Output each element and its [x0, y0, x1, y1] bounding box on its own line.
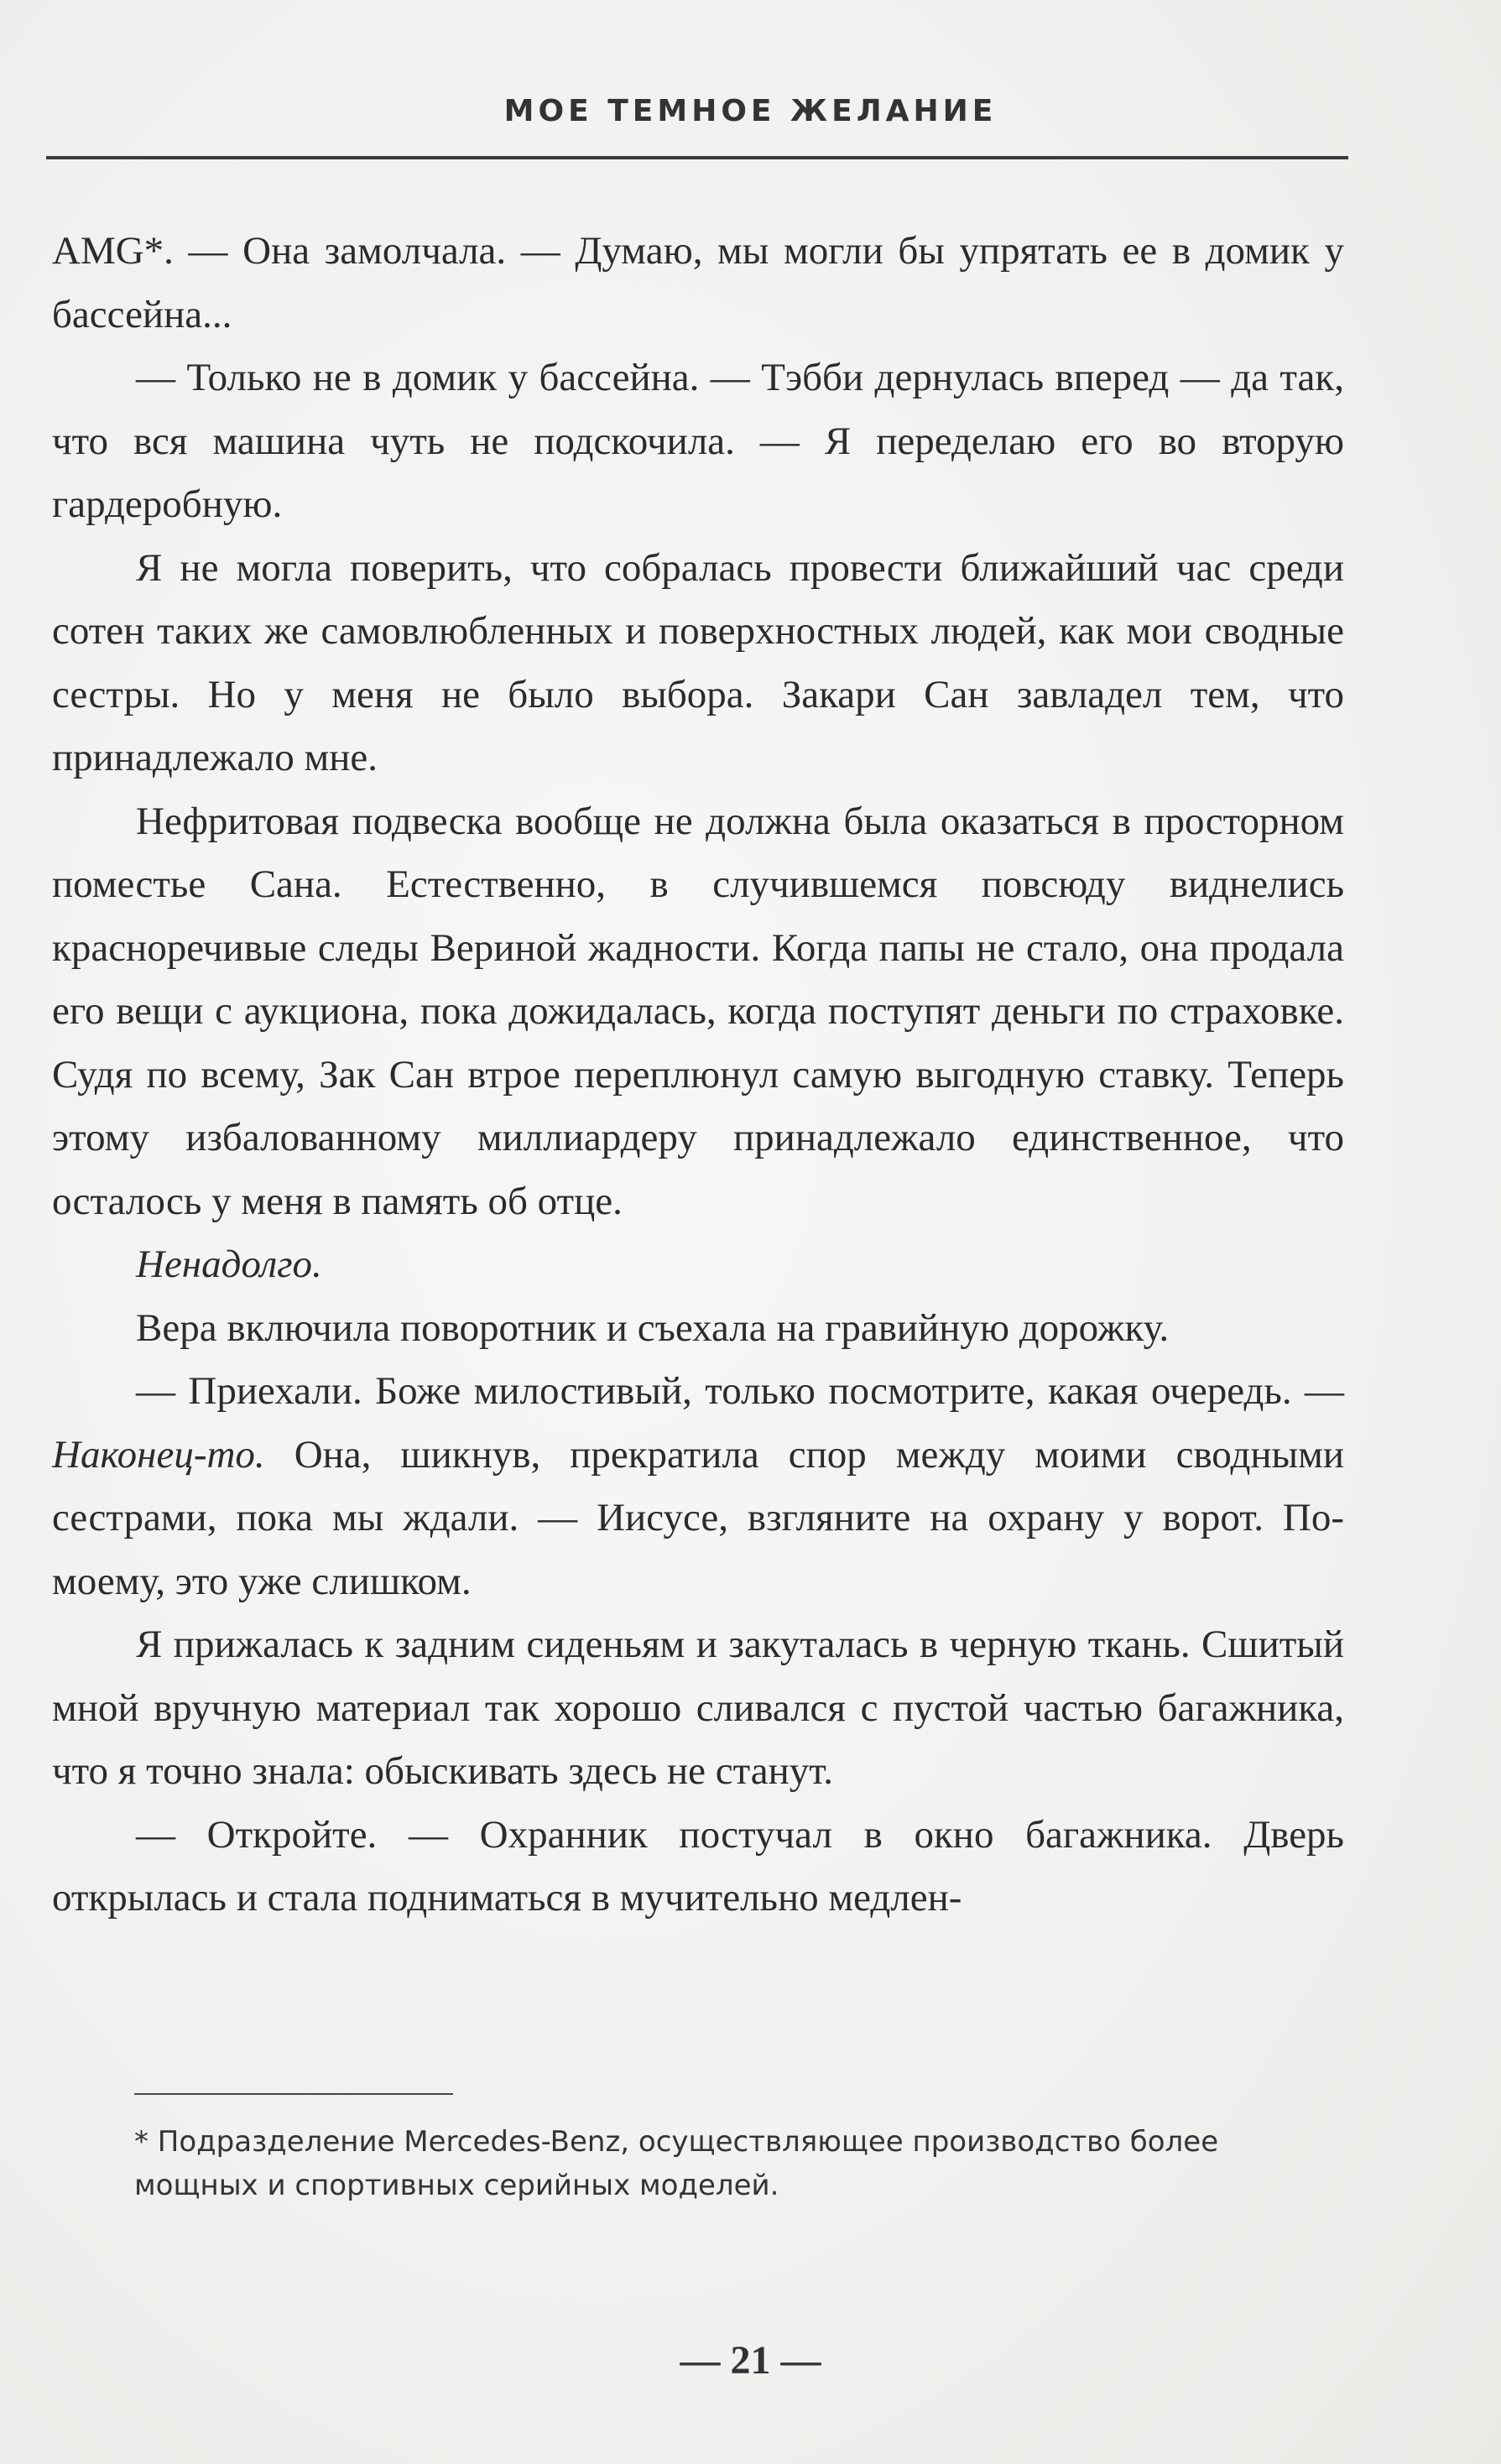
paragraph-1: AMG*. — Она замолчала. — Думаю, мы могли бы упрятать ее в домик у бассейна... [52, 229, 1344, 336]
paragraph-7 [52, 1360, 1344, 1613]
page-number: — 21 — [680, 2338, 821, 2383]
footnote-rule [134, 2093, 453, 2095]
paragraph-2: — Только не в домик у бассейна. — Тэбби дернулась вперед — да так, что вся машина чуть не подскочила. — Я переделаю его во вторую гардеробную. [52, 356, 1344, 526]
paragraph-3: Я не могла поверить, что собралась провести ближайший час среди сотен таких же самовлюбленных и поверхностных людей, как мои сводные сестры. Но у меня не было выбора. Закари Сан завладел тем, что принадлежало мне. [52, 545, 1344, 779]
paragraph-7-part-2: Она, шикнув, прекратила спор между моими сводными сестрами, пока мы ждали. — Иисусе, взгляните на охрану у ворот. По-моему, это уже слишком. [52, 1432, 1344, 1603]
header-rule [46, 156, 1348, 159]
paragraph-9: — Откройте. — Охранник постучал в окно багажника. Дверь открылась и стала подниматься в мучительно медлен- [52, 1812, 1344, 1920]
body-text [52, 220, 1344, 1930]
paragraph-7-part-1: — Приехали. Боже милостивый, только посмотрите, какая очередь. — [136, 1369, 1344, 1413]
paragraph-7-italic: Наконец-то. [52, 1432, 265, 1477]
paragraph-6: Вера включила поворотник и съехала на гравийную дорожку. [136, 1305, 1170, 1350]
paragraph-8: Я прижалась к задним сиденьям и закуталась в черную ткань. Сшитый мной вручную материал так хорошо сливался с пустой частью багажника, что я точно знала: обыскивать здесь не станут. [52, 1623, 1344, 1793]
footnote: * Подразделение Mercedes-Benz, осуществляющее производство более мощных и спортивных серийных моделей. [134, 2125, 1219, 2202]
running-header: МОЕ ТЕМНОЕ ЖЕЛАНИЕ [503, 94, 998, 128]
paragraph-4: Нефритовая подвеска вообще не должна была оказаться в просторном поместье Сана. Естественно, в случившемся повсюду виднелись красноречивые следы Вериной жадности. Когда папы не стало, она продала его вещи с аукциона, пока дожидалась, когда поступят деньги по страховке. Судя по всему, Зак Сан втрое переплюнул самую выгодную ставку. Теперь этому избалованному миллиардеру принадлежало единственное, что осталось у меня в память об отце. [52, 799, 1344, 1223]
paragraph-5: Ненадолго. [136, 1242, 322, 1286]
